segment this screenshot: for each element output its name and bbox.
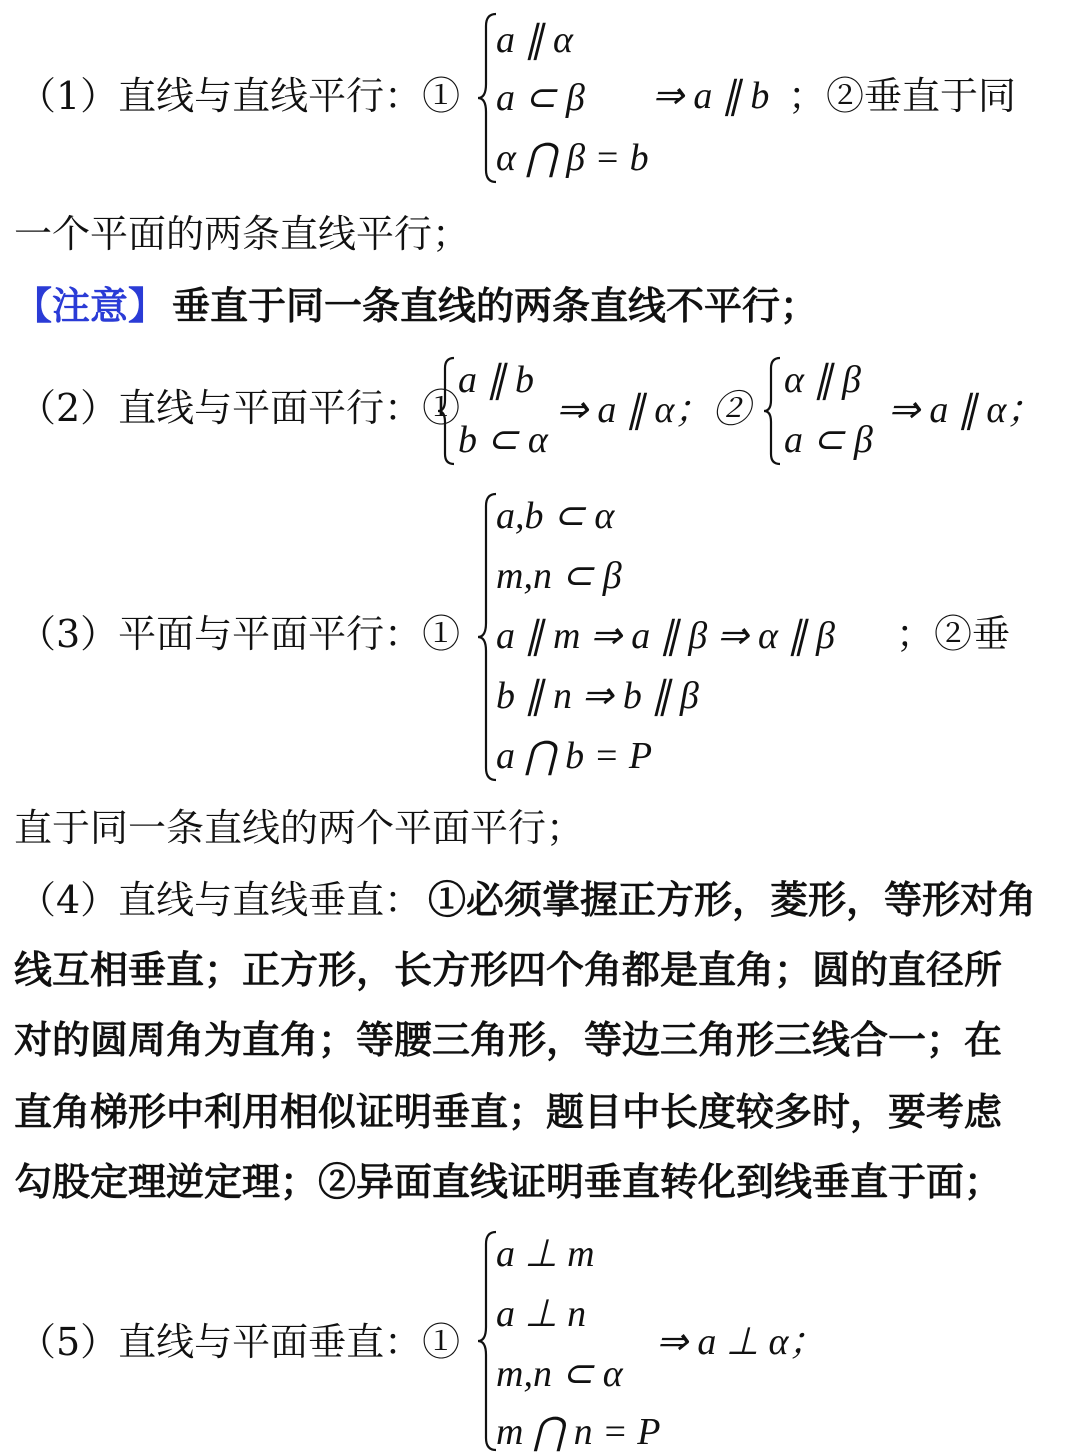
s5-cond-4: m ⋂ n = P <box>496 1411 661 1453</box>
s3-cond-4: b ∥ n ⇒ b ∥ β <box>496 675 699 717</box>
s3-continuation: 直于同一条直线的两个平面平行； <box>14 806 585 850</box>
s5-cond-3: m,n ⊂ α <box>496 1353 623 1395</box>
s1-cond-1: a ∥ α <box>496 19 573 61</box>
s4-line-5: 勾股定理逆定理；②异面直线证明垂直转化到线垂直于面； <box>14 1159 1003 1204</box>
s4-line-1: ①必须掌握正方形，菱形，等形对角 <box>428 877 1037 922</box>
s2-cond1-2: b ⊂ α <box>458 419 548 461</box>
s4-line-3: 对的圆周角为直角；等腰三角形，等边三角形三线合一；在 <box>14 1017 1003 1062</box>
s2-cond2-2: a ⊂ β <box>784 419 873 461</box>
s1-label: （1）直线与直线平行：① <box>18 74 461 118</box>
s2-conclusion-1: ⇒ a ∥ α；② <box>556 389 751 431</box>
s2-brace-1 <box>436 356 458 466</box>
s4-label: （4）直线与直线垂直： <box>18 878 423 922</box>
s3-tail: ；②垂 <box>896 612 1011 656</box>
s3-label: （3）平面与平面平行：① <box>18 612 461 656</box>
s2-cond2-1: α ∥ β <box>784 359 861 401</box>
s1-continuation: 一个平面的两条直线平行； <box>14 212 471 256</box>
s5-label: （5）直线与平面垂直：① <box>18 1320 461 1364</box>
s3-cond-1: a,b ⊂ α <box>496 495 615 537</box>
s1-cond-2: a ⊂ β <box>496 77 585 119</box>
note-tag: 【注意】 <box>14 283 167 328</box>
s4-line-2: 线互相垂直；正方形，长方形四个角都是直角；圆的直径所 <box>14 947 1003 992</box>
s5-cond-1: a ⊥ m <box>496 1233 595 1275</box>
s3-cond-2: m,n ⊂ β <box>496 555 622 597</box>
s5-cond-2: a ⊥ n <box>496 1293 587 1335</box>
s2-cond1-1: a ∥ b <box>458 359 534 401</box>
s3-cond-5: a ⋂ b = P <box>496 735 653 777</box>
s2-conclusion-2: ⇒ a ∥ α； <box>888 389 1045 431</box>
s5-conclusion: ⇒ a ⊥ α； <box>656 1321 827 1363</box>
note-text: 垂直于同一条直线的两条直线不平行； <box>172 283 819 328</box>
s2-label: （2）直线与平面平行：① <box>18 386 461 430</box>
s3-cond-3: a ∥ m ⇒ a ∥ β ⇒ α ∥ β <box>496 615 835 657</box>
s4-line-4: 直角梯形中利用相似证明垂直；题目中长度较多时，要考虑 <box>14 1089 1003 1134</box>
s1-cond-3: α ⋂ β = b <box>496 137 649 179</box>
s2-brace-2 <box>762 356 784 466</box>
s1-tail: ；②垂直于同 <box>788 74 1017 118</box>
s1-conclusion: ⇒ a ∥ b <box>652 75 770 117</box>
